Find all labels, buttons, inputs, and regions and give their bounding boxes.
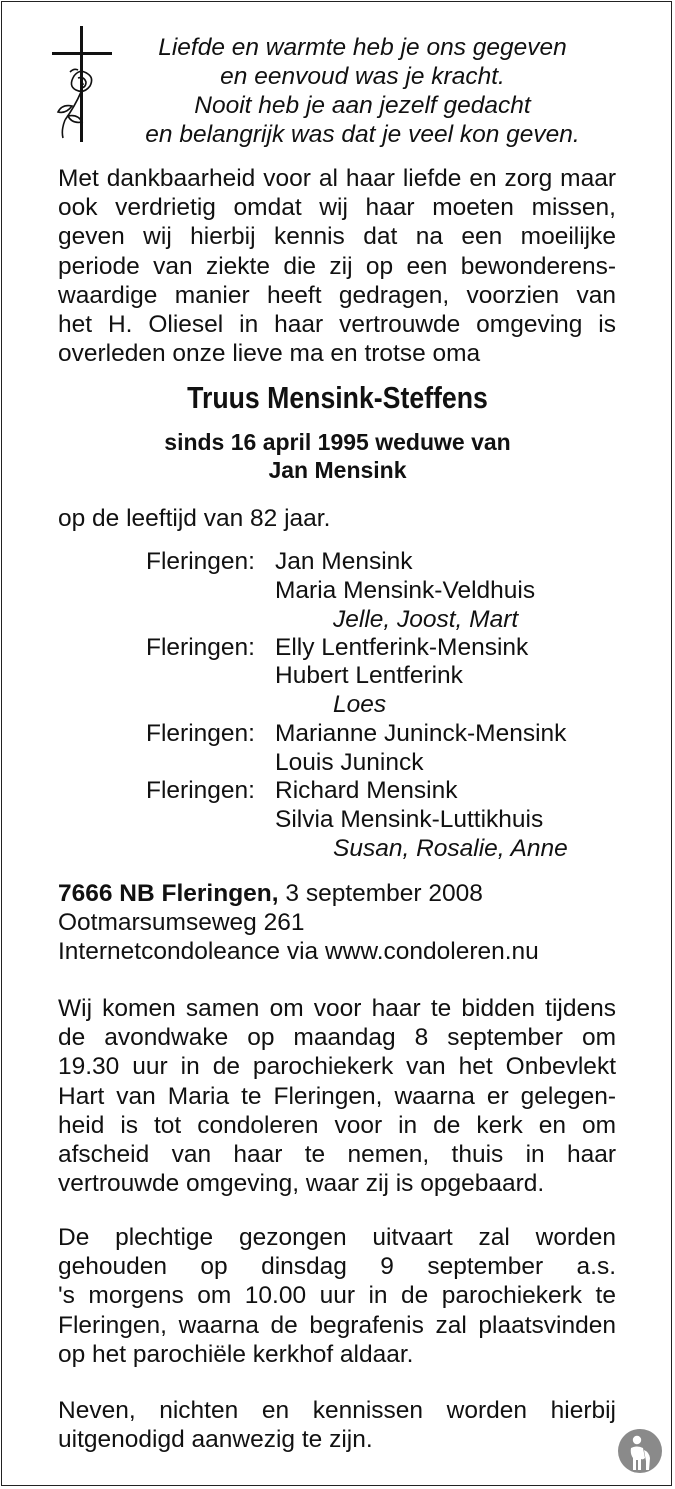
wake-line: Hart van Maria te Fleringen, waarna er gelegen- [58, 1082, 616, 1110]
family-children: Jelle, Joost, Mart [333, 606, 519, 633]
poem-line: en eenvoud was je kracht. [220, 63, 505, 90]
intro-line: ook verdrietig omdat wij haar moeten missen, [58, 194, 616, 222]
postcode-place: 7666 NB Fleringen, [58, 880, 279, 907]
funeral-line: 's morgens om 10.00 uur in de parochiekerk te [58, 1282, 616, 1310]
intro-paragraph [58, 164, 616, 368]
family-name: Jan Mensink [275, 548, 413, 575]
invite-line: uitgenodigd aanwezig te zijn. [58, 1426, 373, 1454]
family-partner: Maria Mensink-Veldhuis [275, 577, 536, 604]
funeral-line: op het parochiële kerkhof aldaar. [58, 1340, 414, 1368]
condolence-link: Internetcondoleance via www.condoleren.nu [58, 938, 539, 965]
poem-line: Nooit heb je aan jezelf gedacht [194, 92, 531, 119]
funeral-paragraph [58, 1223, 616, 1369]
intro-line: het H. Oliesel in haar vertrouwde omgeving is [58, 311, 616, 339]
address-line [58, 879, 483, 908]
family-name: Elly Lentferink-Mensink [275, 634, 529, 661]
invite-paragraph [58, 1396, 616, 1454]
deceased-name: Truus Mensink-Steffens [187, 380, 488, 415]
wake-line: 19.30 uur in de parochiekerk van het Onbevlekt [58, 1053, 616, 1081]
family-partner: Hubert Lentferink [275, 662, 463, 689]
wake-line: Wij komen samen om voor haar te bidden tijdens [58, 995, 616, 1022]
intro-line: geven wij hierbij kennis dat na een moeilijke [58, 223, 616, 251]
intro-line: overleden onze lieve ma en trotse oma [58, 340, 481, 368]
family-children: Susan, Rosalie, Anne [333, 835, 568, 862]
family-partner: Louis Juninck [275, 749, 424, 776]
family-place: Fleringen: [146, 720, 255, 747]
family-place: Fleringen: [146, 548, 255, 575]
intro-line: periode van ziekte die zij op een bewonderens- [58, 252, 616, 280]
poem [0, 33, 675, 149]
funeral-line: De plechtige gezongen uitvaart zal worden [58, 1224, 616, 1251]
invite-line: Neven, nichten en kennissen worden hierbij [58, 1397, 616, 1424]
family-name: Richard Mensink [275, 777, 458, 804]
poem-line: en belangrijk was dat je veel kon geven. [145, 121, 580, 148]
funeral-line: gehouden op dinsdag 9 september a.s. [58, 1253, 616, 1281]
memorial-figure-logo-icon [617, 1428, 663, 1474]
intro-line: Met dankbaarheid voor al haar liefde en zorg maar [58, 165, 616, 192]
intro-line: waardige manier heeft gedragen, voorzien van [58, 281, 616, 309]
funeral-line: Fleringen, waarna de begrafenis zal plaatsvinden [58, 1311, 616, 1339]
wake-line: de avondwake op maandag 8 september om [58, 1024, 616, 1052]
wake-line: heid is tot condoleren voor in de kerk en om [58, 1111, 616, 1139]
spouse-name: Jan Mensink [268, 457, 407, 483]
wake-paragraph [58, 994, 616, 1198]
family-place: Fleringen: [146, 634, 255, 661]
poem-line: Liefde en warmte heb je ons gegeven [158, 34, 567, 61]
family-children: Loes [333, 691, 387, 718]
family-name: Marianne Juninck-Mensink [275, 720, 567, 747]
family-partner: Silvia Mensink-Luttikhuis [275, 806, 544, 833]
family-place: Fleringen: [146, 777, 255, 804]
notice-date: 3 september 2008 [278, 880, 483, 907]
widow-line: sinds 16 april 1995 weduwe van [164, 429, 511, 455]
age-line: op de leeftijd van 82 jaar. [58, 505, 331, 532]
wake-line: vertrouwde omgeving, waar zij is opgebaard. [58, 1170, 545, 1198]
street-address: Ootmarsumseweg 261 [58, 909, 305, 936]
wake-line: afscheid van haar te nemen, thuis in haar [58, 1141, 616, 1169]
